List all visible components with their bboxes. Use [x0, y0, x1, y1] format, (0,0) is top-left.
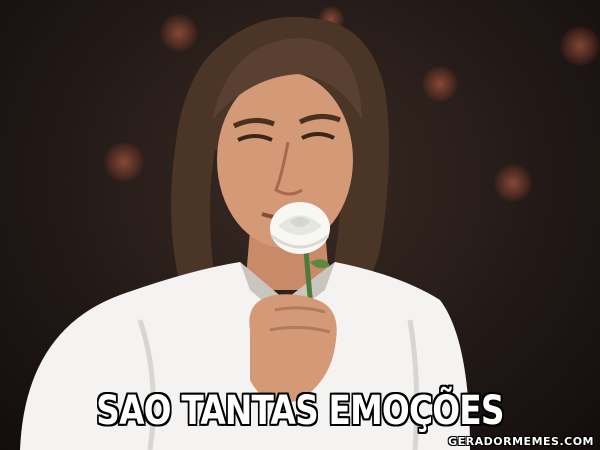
watermark: GERADORMEMES.COM [448, 435, 594, 448]
white-rose [270, 202, 330, 254]
meme-caption: SAO TANTAS EMOÇÕES [96, 388, 504, 434]
